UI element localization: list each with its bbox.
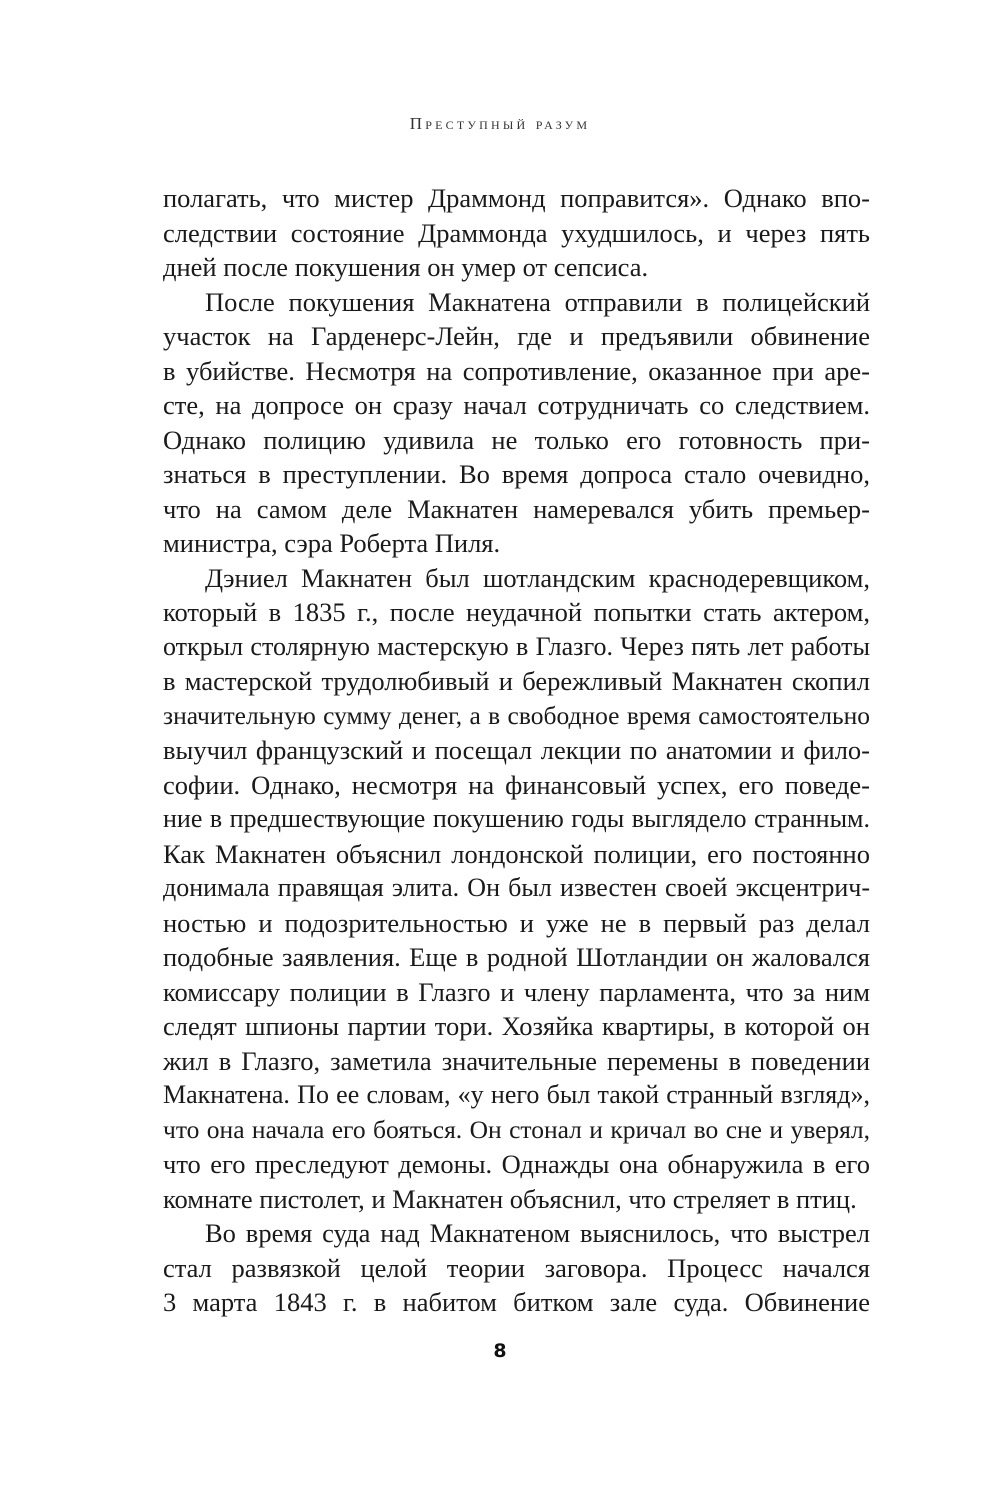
- text-line: ностью и подозрительностью и уже не в первый раз делал: [163, 907, 870, 938]
- text-line: следят шпионы партии тори. Хозяйка квартиры, в которой он: [163, 1011, 870, 1041]
- text-line: комиссару полиции в Глазго и члену парламента, что за ним: [163, 976, 870, 1007]
- text-line: Однако полицию удивила не только его готовность при-: [163, 424, 870, 455]
- text-line: следствии состояние Драммонда ухудшилось, и через пять: [163, 217, 870, 248]
- text-line: министра, сэра Роберта Пиля.: [163, 528, 501, 558]
- text-line: выучил французский и посещал лекции по анатомии и фило-: [163, 735, 870, 765]
- text-line: софии. Однако, несмотря на финансовый успех, его поведе-: [163, 769, 870, 800]
- running-head: Преступный разум: [409, 114, 591, 133]
- text-line: открыл столярную мастерскую в Глазго. Через пять лет работы: [163, 631, 870, 661]
- text-line: После покушения Макнатена отправили в полицейский: [205, 286, 870, 317]
- text-line: что на самом деле Макнатен намеревался убить премьер-: [163, 493, 870, 524]
- text-line: что она начала его бояться. Он стонал и кричал во сне и уверял,: [163, 1114, 870, 1144]
- text-line: что его преследуют демоны. Однажды она обнаружила в его: [163, 1149, 870, 1179]
- text-line: комнате пистолет, и Макнатен объяснил, что стреляет в птиц.: [163, 1183, 857, 1214]
- text-line: Как Макнатен объяснил лондонской полиции, его постоянно: [163, 838, 870, 869]
- text-line: жил в Глазго, заметила значительные перемены в поведении: [163, 1045, 870, 1076]
- text-line: стал развязкой целой теории заговора. Процесс начался: [163, 1252, 870, 1283]
- text-line: 3 марта 1843 г. в набитом битком зале суда. Обвинение: [163, 1287, 870, 1317]
- page-number: 8: [493, 1340, 507, 1362]
- text-line: донимала правящая элита. Он был известен своей эксцентрич-: [163, 873, 870, 902]
- text-line: знаться в преступлении. Во время допроса стало очевидно,: [163, 459, 870, 489]
- text-line: полагать, что мистер Драммонд поправится». Однако впо-: [163, 183, 870, 213]
- text-line: Дэниел Макнатен был шотландским краснодеревщиком,: [205, 562, 870, 593]
- text-line: в убийстве. Несмотря на сопротивление, оказанное при аре-: [163, 355, 870, 386]
- text-line: который в 1835 г., после неудачной попытки стать актером,: [163, 597, 870, 627]
- text-line: в мастерской трудолюбивый и бережливый Макнатен скопил: [163, 666, 870, 696]
- text-line: Во время суда над Макнатеном выяснилось, что выстрел: [205, 1218, 870, 1248]
- body-text: [163, 181, 870, 1320]
- text-line: сте, на допросе он сразу начал сотрудничать со следствием.: [163, 390, 870, 420]
- text-line: дней после покушения он умер от сепсиса.: [163, 252, 649, 282]
- text-line: Макнатена. По ее словам, «у него был такой странный взгляд»,: [163, 1080, 870, 1109]
- text-line: значительную сумму денег, а в свободное время самостоятельно: [163, 700, 870, 730]
- text-line: ние в предшествующие покушению годы выглядело странным.: [163, 804, 870, 833]
- text-line: участок на Гарденерс-Лейн, где и предъявили обвинение: [163, 321, 870, 351]
- text-line: подобные заявления. Еще в родной Шотландии он жаловался: [163, 942, 870, 972]
